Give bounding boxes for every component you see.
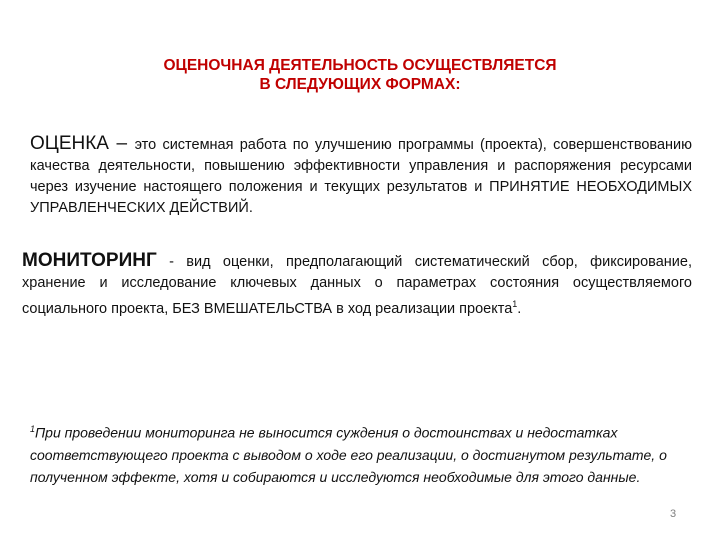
footnote-reference: 1	[512, 299, 518, 309]
monitoring-definition: - вид оценки, предполагающий систематический сбор, фиксирование, хранение и исследование ключевых данных о параметрах состояния осуществляемого социального проекта, БЕЗ ВМЕШАТЕЛЬСТВА в ход реализации проекта	[22, 254, 692, 317]
monitoring-term: МОНИТОРИНГ	[22, 250, 157, 271]
footnote-mark: 1	[30, 424, 36, 434]
footnote	[30, 418, 670, 488]
evaluation-definition: это системная работа по улучшению программы (проекта), совершенствованию качества деятельности, повышению эффективности управления и распоряжения ресурсами через изучение настоящего положения и текущих результатов и ПРИНЯТИЕ НЕОБХОДИМЫХ УПРАВЛЕНЧЕСКИХ ДЕЙСТВИЙ.	[30, 137, 693, 216]
monitoring-end: .	[517, 300, 522, 317]
page-number: 3	[670, 508, 677, 520]
title-line-1: ОЦЕНОЧНАЯ ДЕЯТЕЛЬНОСТЬ ОСУЩЕСТВЛЯЕТСЯ	[163, 57, 557, 74]
evaluation-paragraph	[30, 133, 692, 219]
title-line-2: В СЛЕДУЮЩИХ ФОРМАХ:	[259, 76, 461, 93]
monitoring-paragraph	[22, 250, 692, 320]
evaluation-dash: –	[108, 133, 135, 154]
evaluation-term: ОЦЕНКА	[30, 133, 109, 154]
slide-title	[60, 56, 660, 94]
footnote-text: При проведении мониторинга не выносится суждения о достоинствах и недостатках соответствующего проекта с выводом о ходе его реализации, о достигнутом результате, о полученном эффекте, хотя и собираются и исследуются необходимые для этого данные.	[30, 424, 667, 485]
